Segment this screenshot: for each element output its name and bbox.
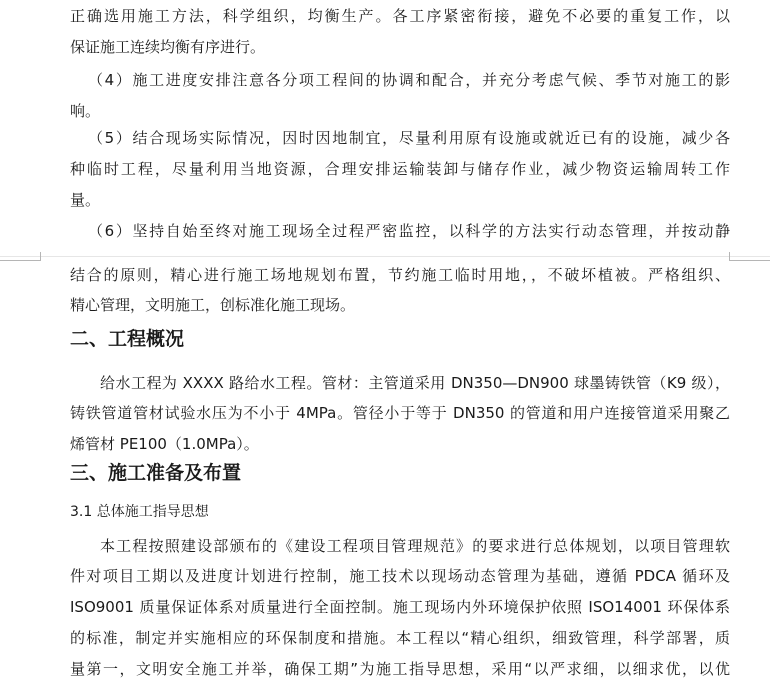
- paragraph-line: 量第一，文明安全施工并举，确保工期”为施工指导思想，采用“以严求细，以细求优，以优: [70, 660, 730, 678]
- paragraph-line: 铸铁管道管材试验水压为不小于 4MPa。管径小于等于 DN350 的管道和用户连接管道采用聚乙: [70, 404, 730, 422]
- paragraph-line: 响。: [70, 102, 101, 120]
- paragraph-line: 量。: [70, 191, 101, 209]
- paragraph-line: 给水工程为 XXXX 路给水工程。管材：主管道采用 DN350—DN900 球墨铸铁管（K9 级），: [100, 374, 730, 392]
- list-item-4: （4）施工进度安排注意各分项工程间的协调和配合，并充分考虑气候、季节对施工的影: [88, 71, 730, 89]
- section-heading: 三、施工准备及布置: [70, 462, 242, 484]
- paragraph-line: 件对项目工期以及进度计划进行控制，施工技术以现场动态管理为基础，遵循 PDCA 循环及: [70, 567, 730, 585]
- paragraph-line: 结合的原则，精心进行施工场地规划布置，节约施工临时用地，，不破坏植被。严格组织、: [70, 266, 730, 284]
- list-item-5: （5）结合现场实际情况，因时因地制宜，尽量利用原有设施或就近已有的设施，减少各: [88, 129, 730, 147]
- paragraph-line: 保证施工连续均衡有序进行。: [70, 38, 266, 56]
- paragraph-line: ISO9001 质量保证体系对质量进行全面控制。施工现场内外环境保护依照 ISO14001 环保体系: [70, 598, 730, 616]
- paragraph-line: 正确选用施工方法，科学组织，均衡生产。各工序紧密衔接，避免不必要的重复工作，以: [70, 7, 730, 25]
- section-heading: 二、工程概况: [70, 328, 185, 350]
- paragraph-line: 烯管材 PE100（1.0MPa）。: [70, 435, 259, 453]
- paragraph-line: 的标准，制定并实施相应的环保制度和措施。本工程以“精心组织，细致管理，科学部署，质: [70, 629, 730, 647]
- paragraph-line: 种临时工程，尽量利用当地资源，合理安排运输装卸与储存作业，减少物资运输周转工作: [70, 160, 730, 178]
- page-break: [0, 250, 770, 264]
- list-item-6: （6）坚持自始至终对施工现场全过程严密监控，以科学的方法实行动态管理，并按动静: [88, 222, 730, 240]
- paragraph-line: 精心管理，文明施工，创标准化施工现场。: [70, 296, 356, 314]
- page-corner-mark: [729, 252, 770, 261]
- subsection-heading: 3.1 总体施工指导思想: [70, 504, 209, 520]
- paragraph-line: 本工程按照建设部颁布的《建设工程项目管理规范》的要求进行总体规划，以项目管理软: [100, 537, 730, 555]
- page-corner-mark: [0, 252, 41, 261]
- page-divider: [0, 256, 770, 257]
